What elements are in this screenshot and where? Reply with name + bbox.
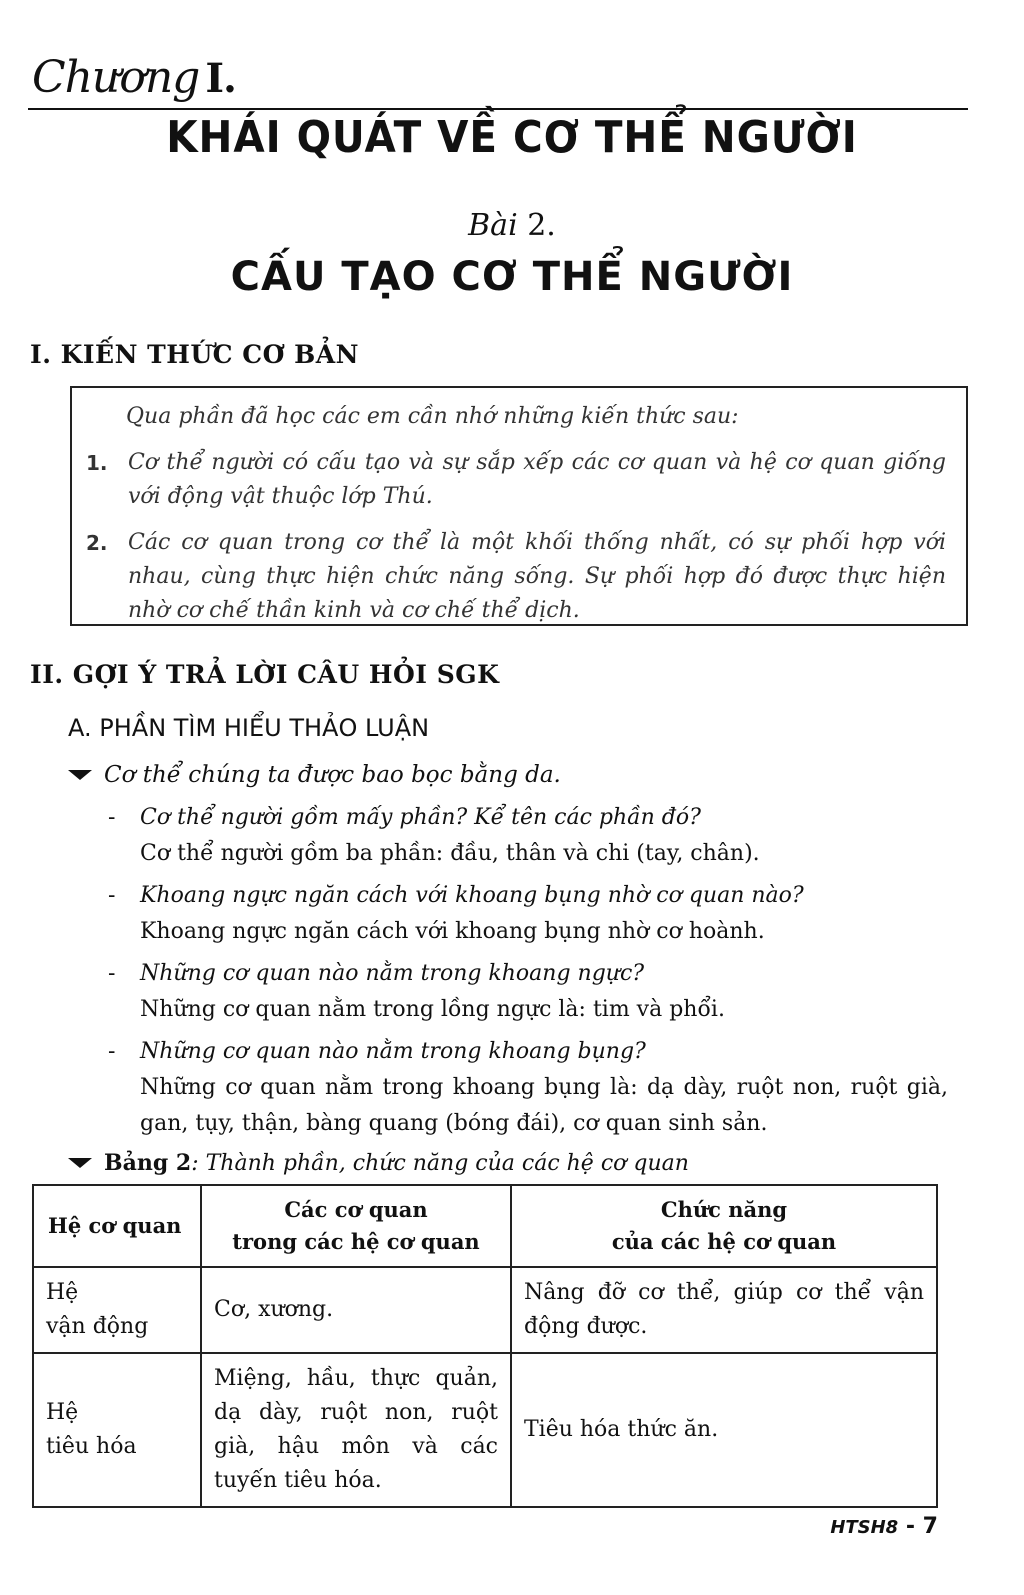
- question: Những cơ quan nào nằm trong khoang bụng?: [140, 1039, 646, 1064]
- table-caption: Bảng 2: Thành phần, chức năng của các hệ cơ quan: [104, 1150, 689, 1176]
- answer: Khoang ngực ngăn cách với khoang bụng nhờ cơ hoành.: [140, 919, 765, 944]
- system-cell: Hệ tiêu hóa: [33, 1353, 201, 1507]
- knowledge-item: 1. Cơ thể người có cấu tạo và sự sắp xếp các cơ quan và hệ cơ quan giống với động vật thuộc lớp Thú.: [86, 450, 946, 509]
- knowledge-intro: Qua phần đã học các em cần nhớ những kiến thức sau:: [126, 404, 739, 429]
- table-row: [33, 1267, 937, 1353]
- book-code: HTSH8: [830, 1517, 899, 1538]
- question: Những cơ quan nào nằm trong khoang ngực?: [140, 961, 645, 986]
- page-number: - 7: [905, 1514, 938, 1539]
- knowledge-item: 2. Các cơ quan trong cơ thể là một khối thống nhất, có sự phối hợp với nhau, cùng thực hiện chức năng sống. Sự phối hợp đó được thực hiện nhờ cơ chế thần kinh và cơ chế thể dịch.: [86, 530, 946, 623]
- organs-cell: Cơ, xương.: [201, 1267, 511, 1353]
- lesson-title: CẤU TẠO CƠ THỂ NGƯỜI: [230, 254, 794, 300]
- system-cell: Hệ vận động: [33, 1267, 201, 1353]
- column-header: Các cơ quan trong các hệ cơ quan: [201, 1185, 511, 1267]
- qa-item: - Cơ thể người gồm mấy phần? Kể tên các phần đó? Cơ thể người gồm ba phần: đầu, thân và chi (tay, chân).: [108, 800, 948, 872]
- qa-item: - Khoang ngực ngăn cách với khoang bụng nhờ cơ quan nào? Khoang ngực ngăn cách với khoang bụng nhờ cơ hoành.: [108, 878, 948, 950]
- chapter-header: [28, 48, 968, 110]
- qa-item: - Những cơ quan nào nằm trong khoang ngực? Những cơ quan nằm trong lồng ngực là: tim và phổi.: [108, 956, 948, 1028]
- lesson-label: Bài 2.: [468, 208, 556, 243]
- bullet-statement: Cơ thể chúng ta được bao bọc bằng da.: [104, 762, 561, 788]
- section-heading-answers: II. GỢI Ý TRẢ LỜI CÂU HỎI SGK: [30, 660, 500, 689]
- triangle-bullet-icon: [68, 1156, 92, 1176]
- page-footer: [830, 1514, 938, 1539]
- table-header-row: [33, 1185, 937, 1267]
- section-heading-knowledge: I. KIẾN THỨC CƠ BẢN: [30, 340, 360, 369]
- subsection-heading: A. PHẦN TÌM HIỂU THẢO LUẬN: [68, 714, 430, 742]
- column-header: Hệ cơ quan: [33, 1185, 201, 1267]
- chapter-title: KHÁI QUÁT VỀ CƠ THỂ NGƯỜI: [166, 112, 858, 163]
- answer: Những cơ quan nằm trong khoang bụng là: dạ dày, ruột non, ruột già, gan, tụy, thận, bàng quang (bóng đái), cơ quan sinh sản.: [140, 1075, 948, 1136]
- function-cell: Tiêu hóa thức ăn.: [511, 1353, 937, 1507]
- organs-cell: Miệng, hầu, thực quản, dạ dày, ruột non, ruột già, hậu môn và các tuyến tiêu hóa.: [201, 1353, 511, 1507]
- qa-item: - Những cơ quan nào nằm trong khoang bụng? Những cơ quan nằm trong khoang bụng là: dạ dày, ruột non, ruột già, gan, tụy, thận, bàng quang (bóng đái), cơ quan sinh sản.: [108, 1034, 948, 1142]
- column-header: Chức năng của các hệ cơ quan: [511, 1185, 937, 1267]
- function-cell: Nâng đỡ cơ thể, giúp cơ thể vận động được.: [511, 1267, 937, 1353]
- triangle-bullet-icon: [68, 768, 92, 788]
- organ-systems-table: [32, 1184, 938, 1508]
- answer: Những cơ quan nằm trong lồng ngực là: tim và phổi.: [140, 997, 725, 1022]
- table-row: [33, 1353, 937, 1507]
- chapter-number: I.: [205, 55, 236, 102]
- knowledge-box: [70, 386, 968, 626]
- answer: Cơ thể người gồm ba phần: đầu, thân và chi (tay, chân).: [140, 841, 760, 866]
- chapter-label: Chương I.: [32, 52, 236, 103]
- question: Khoang ngực ngăn cách với khoang bụng nhờ cơ quan nào?: [140, 883, 804, 908]
- question: Cơ thể người gồm mấy phần? Kể tên các phần đó?: [140, 805, 701, 830]
